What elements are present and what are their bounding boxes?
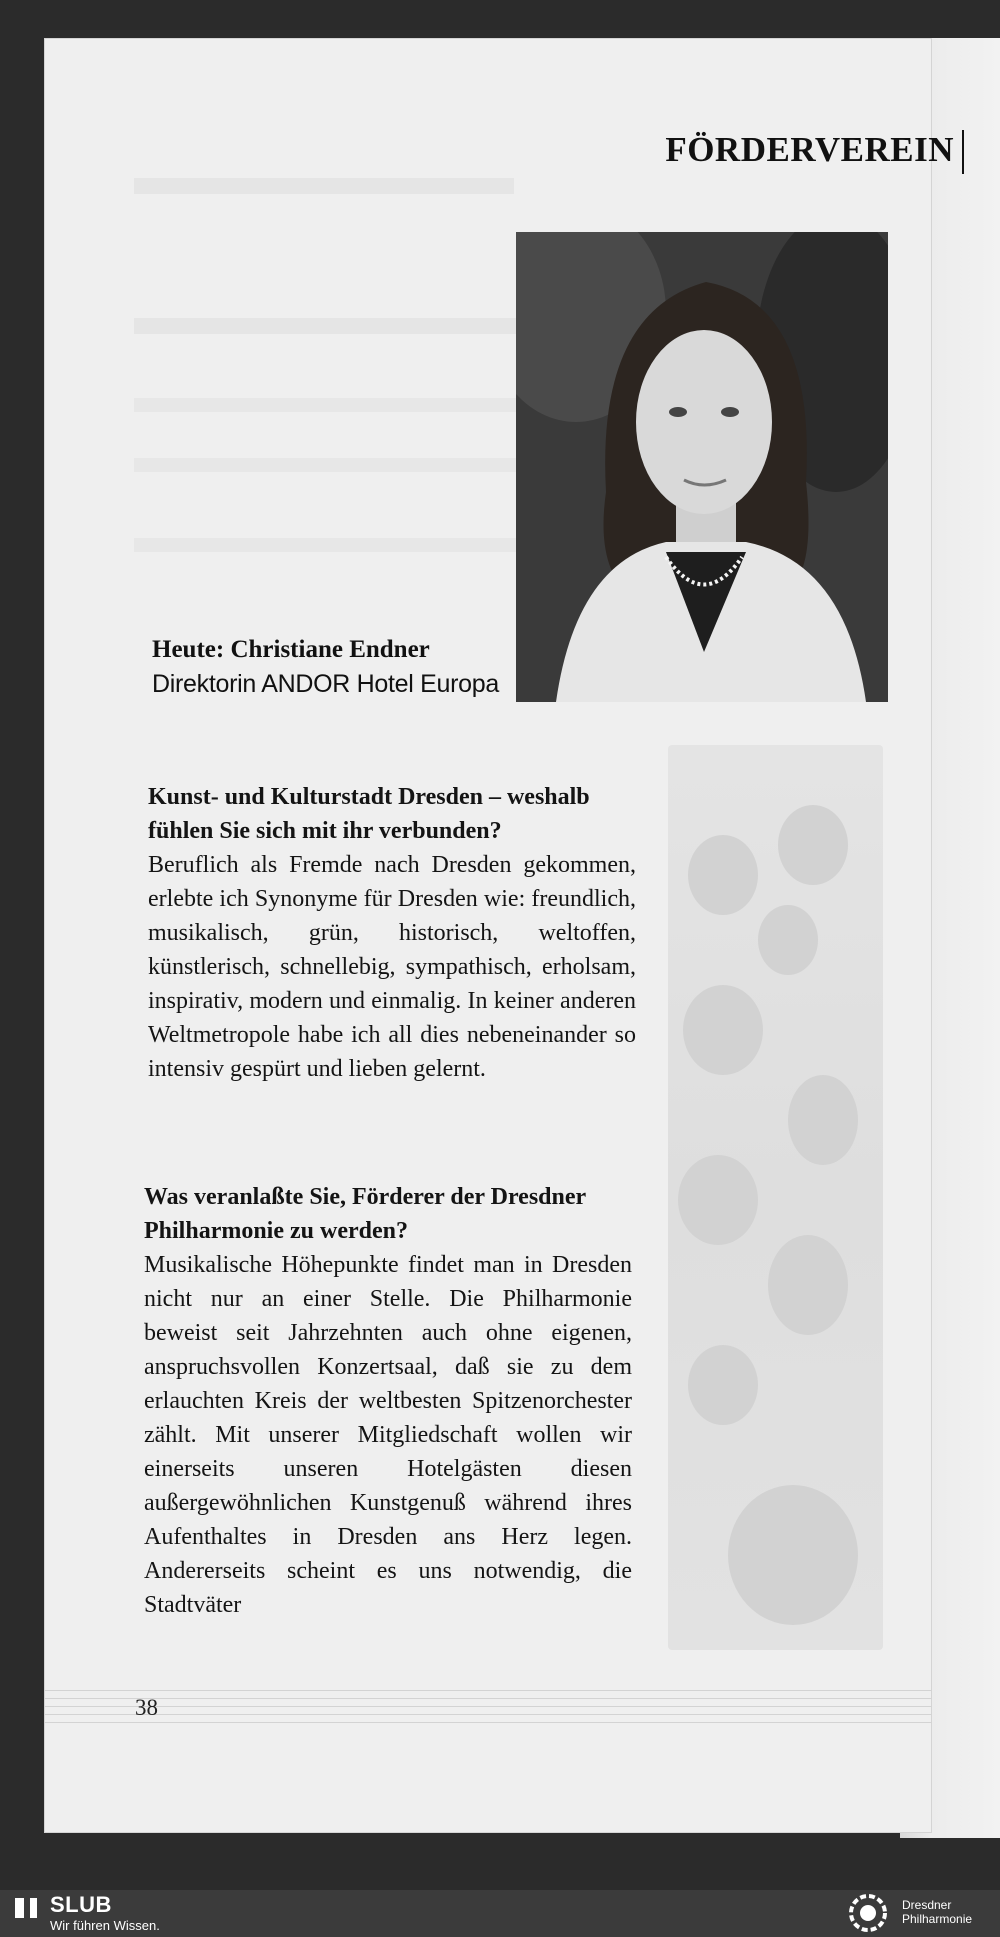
portrait-icon xyxy=(516,232,888,702)
section-title: FÖRDERVEREIN xyxy=(665,130,964,174)
ghost-figure xyxy=(688,835,758,915)
question-1-block xyxy=(148,780,636,1086)
page-number: 38 xyxy=(135,1695,158,1720)
staff-line xyxy=(44,1714,932,1715)
staff-line xyxy=(44,1722,932,1723)
slub-logo-icon[interactable] xyxy=(14,1896,38,1920)
partner-name xyxy=(902,1898,972,1926)
show-through-band xyxy=(134,398,534,412)
viewer-footer xyxy=(0,1890,1000,1937)
interviewee-caption xyxy=(152,636,499,699)
staff-line xyxy=(44,1690,932,1691)
slub-tagline: Wir führen Wissen. xyxy=(50,1918,160,1933)
ghost-figure xyxy=(758,905,818,975)
ghost-figure xyxy=(728,1485,858,1625)
show-through-band xyxy=(134,458,554,472)
portrait-photo xyxy=(516,232,888,702)
question-2-block xyxy=(144,1180,632,1622)
ghost-figure xyxy=(678,1155,758,1245)
interviewee-role: Direktorin ANDOR Hotel Europa xyxy=(152,670,499,698)
ghost-figure xyxy=(778,805,848,885)
ghost-figure xyxy=(688,1345,758,1425)
show-through-band xyxy=(134,318,554,334)
slub-name[interactable]: SLUB xyxy=(50,1892,112,1917)
staff-line xyxy=(44,1706,932,1707)
ghost-figure xyxy=(683,985,763,1075)
staff-line xyxy=(44,1698,932,1699)
answer-1: Beruflich als Fremde nach Dresden gekommen, erlebte ich Synonyme für Dresden wie: freundlich, musikalisch, grün, historisch, weltoffen, künstlerisch, schnellebig, sympathisch, erholsam, inspirativ, modern und einmalig. In keiner anderen Weltmetropole habe ich all dies nebeneinander so intensiv gespürt und lieben gelernt. xyxy=(148,852,636,1082)
answer-2: Musikalische Höhepunkte findet man in Dresden nicht nur an einer Stelle. Die Philharmonie beweist seit Jahrzehnten auch ohne eigenen, anspruchsvollen Konzertsaal, daß sie zu dem erlauchten Kreis der weltbesten Spitzenorchester zählt. Mit unserer Mitgliedschaft wollen wir einerseits unseren Hotelgästen diesen außergewöhnlichen Kunstgenuß während ihres Aufenthaltes in Dresden ans Herz legen. Andererseits scheint es uns notwendig, die Stadtväter xyxy=(144,1252,632,1618)
question-2: Was veranlaßte Sie, Förderer der Dresdner Philharmonie zu werden? xyxy=(144,1184,586,1244)
show-through-band xyxy=(134,538,554,552)
ghost-figure xyxy=(788,1075,858,1165)
show-through-band xyxy=(134,178,514,194)
question-1: Kunst- und Kulturstadt Dresden – weshalb fühlen Sie sich mit ihr verbunden? xyxy=(148,784,590,844)
faded-background-image xyxy=(668,745,883,1650)
partner-line-1: Dresdner xyxy=(902,1898,952,1912)
partner-line-2: Philharmonie xyxy=(902,1912,973,1926)
ghost-figure xyxy=(768,1235,848,1335)
interviewee-name: Heute: Christiane Endner xyxy=(152,636,430,663)
dresdner-philharmonie-logo-icon[interactable] xyxy=(842,1894,894,1932)
